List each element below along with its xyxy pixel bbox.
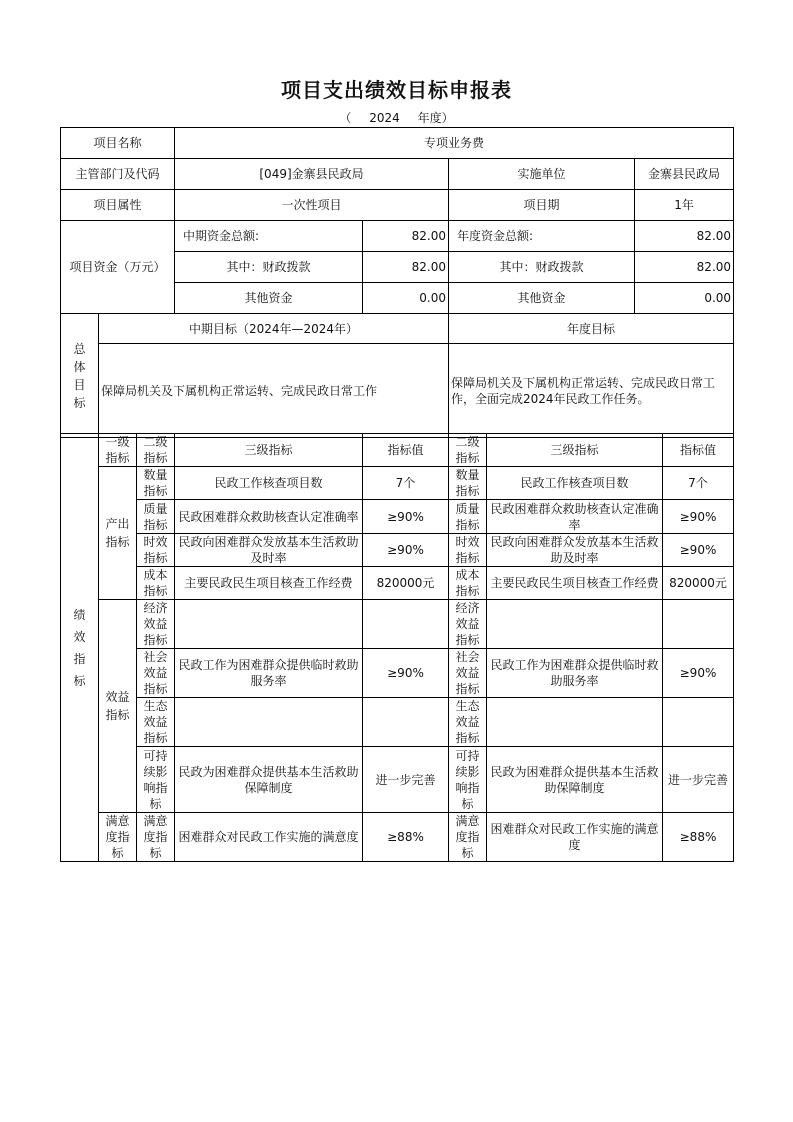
group-output: 产出指标 (99, 467, 137, 600)
row-value: ≥90% (363, 534, 449, 567)
mid-goal-header: 中期目标（2024年—2024年） (99, 314, 449, 344)
year-fiscal-value: 82.00 (635, 252, 734, 283)
header-l2: 二级指标 (137, 434, 175, 467)
row-l2: 经济效益指标 (137, 600, 175, 649)
row-value-year: ≥90% (663, 649, 734, 698)
dept-label: 主管部门及代码 (61, 159, 175, 190)
mid-fiscal-value: 82.00 (363, 252, 449, 283)
overall-goal-label (61, 314, 99, 438)
row-l3-year: 民政工作核查项目数 (487, 467, 663, 500)
row-value: ≥90% (363, 649, 449, 698)
year-total-label: 年度资金总额: (449, 221, 635, 252)
header-l3: 三级指标 (175, 434, 363, 467)
year-goal-text: 保障局机关及下属机构正常运转、完成民政日常工作，全面完成2024年民政工作任务。 (449, 344, 734, 438)
row-value: 进一步完善 (363, 747, 449, 813)
row-l3-year: 民政工作为困难群众提供临时救助服务率 (487, 649, 663, 698)
perf-label-text: 绩效指标 (73, 607, 86, 688)
year-total-value: 82.00 (635, 221, 734, 252)
header-l3-year: 三级指标 (487, 434, 663, 467)
row-l2-year: 可持续影响指标 (449, 747, 487, 813)
row-l3-year: 民政困难群众救助核查认定准确率 (487, 500, 663, 534)
row-l2-year: 经济效益指标 (449, 600, 487, 649)
row-value (363, 698, 449, 747)
page-title: 项目支出绩效目标申报表 (281, 78, 512, 102)
mid-other-value: 0.00 (363, 283, 449, 314)
row-l2: 生态效益指标 (137, 698, 175, 747)
project-name-value: 专项业务费 (175, 128, 734, 159)
performance-table (60, 433, 734, 862)
row-l3 (175, 600, 363, 649)
mid-total-value: 82.00 (363, 221, 449, 252)
row-l2: 社会效益指标 (137, 649, 175, 698)
attr-label: 项目属性 (61, 190, 175, 221)
row-value-year: 820000元 (663, 567, 734, 600)
project-info-table (60, 127, 734, 438)
row-value: ≥88% (363, 813, 449, 862)
perf-label (61, 434, 99, 862)
project-name-label: 项目名称 (61, 128, 175, 159)
row-l3-year: 主要民政民生项目核查工作经费 (487, 567, 663, 600)
row-l3: 主要民政民生项目核查工作经费 (175, 567, 363, 600)
row-l2: 质量指标 (137, 500, 175, 534)
row-l2-year: 社会效益指标 (449, 649, 487, 698)
row-value: 820000元 (363, 567, 449, 600)
row-l3 (175, 698, 363, 747)
row-value-year (663, 698, 734, 747)
year-value: 2024 (369, 111, 400, 125)
row-value: ≥90% (363, 500, 449, 534)
unit-value: 金寨县民政局 (635, 159, 734, 190)
row-value-year: ≥88% (663, 813, 734, 862)
row-l2: 成本指标 (137, 567, 175, 600)
row-l2-year: 成本指标 (449, 567, 487, 600)
row-value: 7个 (363, 467, 449, 500)
row-l3: 民政工作为困难群众提供临时救助服务率 (175, 649, 363, 698)
row-l2-year: 生态效益指标 (449, 698, 487, 747)
row-l2-year: 时效指标 (449, 534, 487, 567)
row-value-year: ≥90% (663, 534, 734, 567)
row-l2: 时效指标 (137, 534, 175, 567)
mid-total-label: 中期资金总额: (175, 221, 363, 252)
row-l3-year: 民政向困难群众发放基本生活救助及时率 (487, 534, 663, 567)
funds-label-text: 项目资金（万元） (69, 260, 166, 274)
row-l2: 可持续影响指标 (137, 747, 175, 813)
dept-value: [049]金寨县民政局 (175, 159, 449, 190)
period-label: 项目期 (449, 190, 635, 221)
row-l3: 民政困难群众救助核查认定准确率 (175, 500, 363, 534)
row-l2: 数量指标 (137, 467, 175, 500)
row-value-year: 进一步完善 (663, 747, 734, 813)
header-l1: 一级指标 (99, 434, 137, 467)
header-value: 指标值 (363, 434, 449, 467)
row-l3: 民政为困难群众提供基本生活救助保障制度 (175, 747, 363, 813)
year-open: （ (339, 111, 352, 125)
row-l3-year (487, 698, 663, 747)
row-value-year: ≥90% (663, 500, 734, 534)
row-l2-year: 数量指标 (449, 467, 487, 500)
header-l2-year: 二级指标 (449, 434, 487, 467)
row-l3: 困难群众对民政工作实施的满意度 (175, 813, 363, 862)
year-other-value: 0.00 (635, 283, 734, 314)
row-l2: 满意度指标 (137, 813, 175, 862)
year-fiscal-label: 其中：财政拨款 (449, 252, 635, 283)
row-value-year: 7个 (663, 467, 734, 500)
row-l3-year: 民政为困难群众提供基本生活救助保障制度 (487, 747, 663, 813)
unit-label: 实施单位 (449, 159, 635, 190)
attr-value: 一次性项目 (175, 190, 449, 221)
row-l2-year: 满意度指标 (449, 813, 487, 862)
period-value: 1年 (635, 190, 734, 221)
row-l3: 民政工作核查项目数 (175, 467, 363, 500)
row-l3: 民政向困难群众发放基本生活救助及时率 (175, 534, 363, 567)
group-benefit: 效益指标 (99, 600, 137, 813)
row-l3-year (487, 600, 663, 649)
row-value (363, 600, 449, 649)
mid-goal-text: 保障局机关及下属机构正常运转、完成民政日常工作 (99, 344, 449, 438)
year-line (0, 109, 793, 126)
overall-goal-text: 总体目标 (73, 341, 86, 410)
year-goal-header: 年度目标 (449, 314, 734, 344)
group-satisfaction: 满意度指标 (99, 813, 137, 862)
header-value-year: 指标值 (663, 434, 734, 467)
mid-fiscal-label: 其中：财政拨款 (175, 252, 363, 283)
mid-other-label: 其他资金 (175, 283, 363, 314)
funds-label (61, 221, 175, 314)
row-value-year (663, 600, 734, 649)
year-label: 年度） (417, 111, 454, 125)
row-l3-year: 困难群众对民政工作实施的满意度 (487, 813, 663, 862)
row-l2-year: 质量指标 (449, 500, 487, 534)
year-other-label: 其他资金 (449, 283, 635, 314)
